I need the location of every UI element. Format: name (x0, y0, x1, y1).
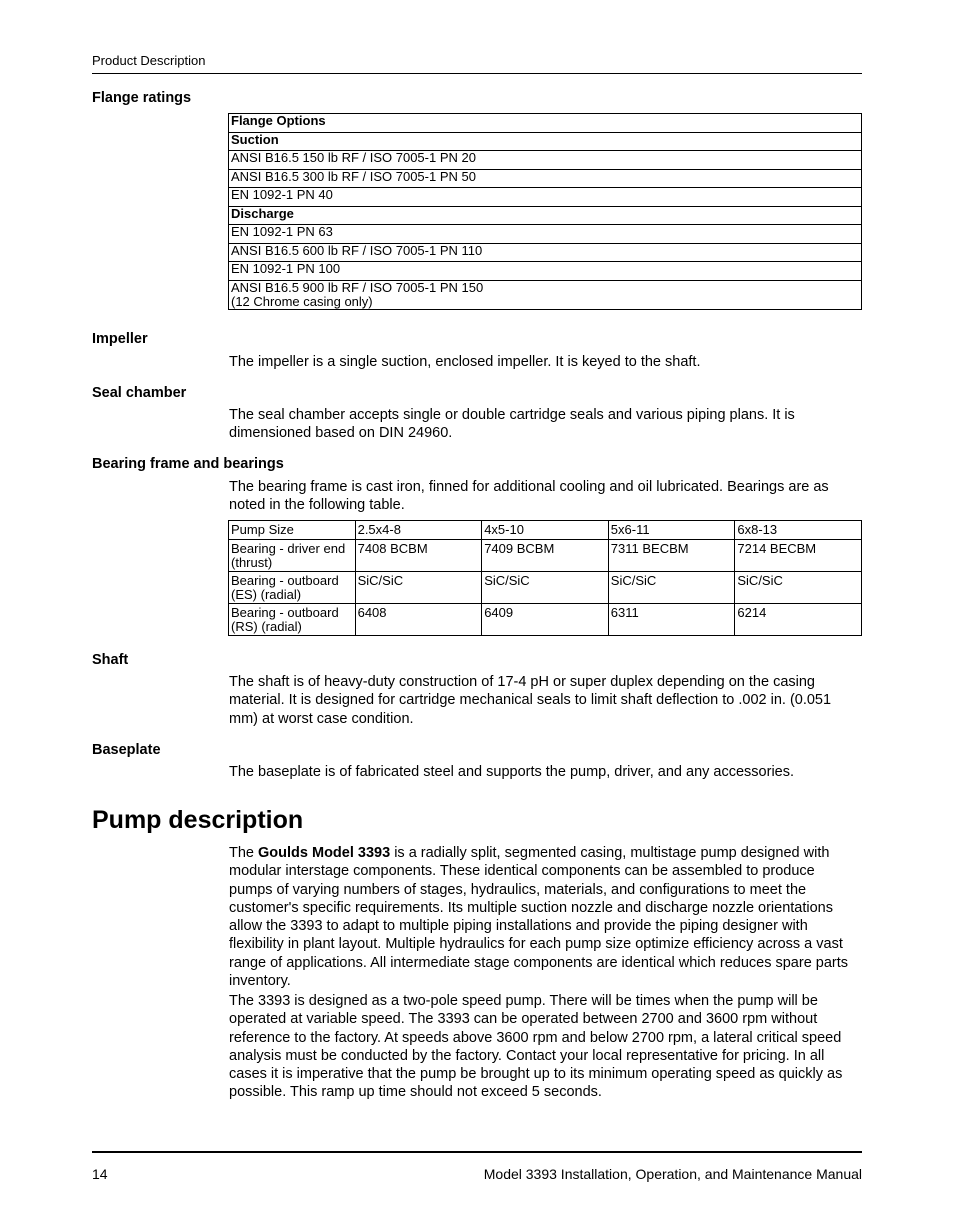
flange-option-note: (12 Chrome casing only) (231, 293, 373, 309)
bearing-cell: SiC/SiC (355, 572, 482, 604)
flange-cell (229, 132, 862, 151)
bearing-cell: Bearing - outboard (ES) (radial) (229, 572, 356, 604)
flange-option-text: EN 1092-1 PN 100 (231, 261, 341, 276)
pump-description-paragraph-2: The 3393 is designed as a two-pole speed pump. There will be times when the pump will be operated at variable speed. The 3393 can be operated between 2700 and 3600 rpm without reference to the factory. At speeds above 3600 rpm and below 2700 rpm, a lateral critical speed analysis must be conducted by the factory. Contact your local representative for pricing. In all cases it is imperative that the pump be brought up to its minimum operating speed as quickly as possible. This ramp up time should not exceed 5 seconds. (229, 993, 843, 1101)
bearing-cell: 7311 BECBM (608, 540, 735, 572)
impeller-heading: Impeller (92, 331, 148, 347)
bearing-cell: Bearing - driver end (thrust) (229, 540, 356, 572)
bearing-cell: 5x6-11 (608, 521, 735, 540)
flange-row (229, 206, 862, 225)
pump-description-heading: Pump description (92, 806, 304, 834)
bearing-cell: 6409 (482, 604, 609, 636)
flange-row (229, 169, 862, 188)
bearing-cell: SiC/SiC (735, 572, 862, 604)
bearing-cell: 6x8-13 (735, 521, 862, 540)
flange-option-text: Suction (231, 131, 279, 147)
flange-row (229, 262, 862, 281)
flange-cell (229, 243, 862, 262)
bearing-cell: 2.5x4-8 (355, 521, 482, 540)
flange-cell (229, 280, 862, 309)
flange-row (229, 225, 862, 244)
flange-option-text: ANSI B16.5 300 lb RF / ISO 7005-1 PN 50 (231, 168, 476, 184)
bearing-frame-heading: Bearing frame and bearings (92, 456, 284, 472)
flange-row (229, 132, 862, 151)
bearing-cell: Bearing - outboard (RS) (radial) (229, 604, 356, 636)
flange-option-text: Flange Options (231, 113, 326, 128)
p1-rest: is a radially split, segmented casing, multistage pump designed with modular interstage components. These identical components can be assembled to produce pumps of varying numbers of stages, hydraulics, materials, and configurations to meet the customer's specific requirements. Its multiple suction nozzle and discharge nozzle orientations allow the 3393 to adapt to multiple piping installations and provide the piping designer with flexibility in plant layout. Multiple hydraulics for each pump size optimize efficiency across a vast range of applications. All intermediate stage components are identical which reduces spare parts inventory. (229, 845, 849, 990)
bearing-cell: 7409 BCBM (482, 540, 609, 572)
shaft-text: The shaft is of heavy-duty construction of 17-4 pH or super duplex depending on the casing material. It is designed for cartridge mechanical seals to limit shaft deflection to .002 in. (0.051 mm) at worst case condition. (229, 674, 832, 727)
flange-cell (229, 169, 862, 188)
flange-cell (229, 225, 862, 244)
bearing-cell: Pump Size (229, 521, 356, 540)
flange-option-text: ANSI B16.5 900 lb RF / ISO 7005-1 PN 150 (231, 279, 484, 295)
page-header: Product Description (92, 53, 206, 68)
flange-options-table (228, 113, 862, 310)
bearing-table (228, 520, 862, 636)
flange-option-text: Discharge (231, 205, 294, 221)
bearing-cell: 6311 (608, 604, 735, 636)
flange-row (229, 188, 862, 207)
seal-chamber-text: The seal chamber accepts single or double cartridge seals and various piping plans. It is dimensioned based on DIN 24960. (229, 407, 795, 442)
flange-row (229, 280, 862, 309)
flange-cell (229, 114, 862, 133)
p1-prefix: The (229, 845, 259, 861)
bearing-frame-text: The bearing frame is cast iron, finned for additional cooling and oil lubricated. Bearings are as noted in the following table. (229, 479, 829, 514)
flange-row (229, 151, 862, 170)
flange-option-text: EN 1092-1 PN 63 (231, 224, 333, 239)
flange-cell (229, 188, 862, 207)
flange-option-text: ANSI B16.5 600 lb RF / ISO 7005-1 PN 110 (231, 242, 483, 258)
bearing-cell: 6214 (735, 604, 862, 636)
flange-row (229, 114, 862, 133)
bearing-cell: 6408 (355, 604, 482, 636)
baseplate-text: The baseplate is of fabricated steel and supports the pump, driver, and any accessories. (229, 764, 795, 780)
pump-description-paragraph-1 (229, 844, 859, 990)
footer-rule (92, 1151, 862, 1153)
bearing-cell: 7408 BCBM (355, 540, 482, 572)
impeller-text: The impeller is a single suction, enclosed impeller. It is keyed to the shaft. (229, 354, 701, 370)
baseplate-heading: Baseplate (92, 742, 161, 758)
flange-cell (229, 151, 862, 170)
flange-ratings-heading: Flange ratings (92, 90, 192, 106)
flange-option-text: ANSI B16.5 150 lb RF / ISO 7005-1 PN 20 (231, 150, 476, 165)
bearing-row (229, 521, 862, 540)
bearing-row (229, 572, 862, 604)
manual-title: Model 3393 Installation, Operation, and Maintenance Manual (483, 1166, 862, 1182)
bearing-cell: SiC/SiC (608, 572, 735, 604)
flange-row (229, 243, 862, 262)
flange-option-text: EN 1092-1 PN 40 (231, 187, 333, 202)
bearing-row (229, 540, 862, 572)
flange-cell (229, 262, 862, 281)
bearing-cell: 4x5-10 (482, 521, 609, 540)
shaft-heading: Shaft (92, 652, 129, 668)
bearing-cell: 7214 BECBM (735, 540, 862, 572)
flange-cell (229, 206, 862, 225)
bearing-row (229, 604, 862, 636)
header-rule (92, 73, 862, 74)
seal-chamber-heading: Seal chamber (92, 385, 187, 401)
bearing-cell: SiC/SiC (482, 572, 609, 604)
model-name: Goulds Model 3393 (258, 845, 391, 861)
page-number: 14 (92, 1166, 108, 1182)
